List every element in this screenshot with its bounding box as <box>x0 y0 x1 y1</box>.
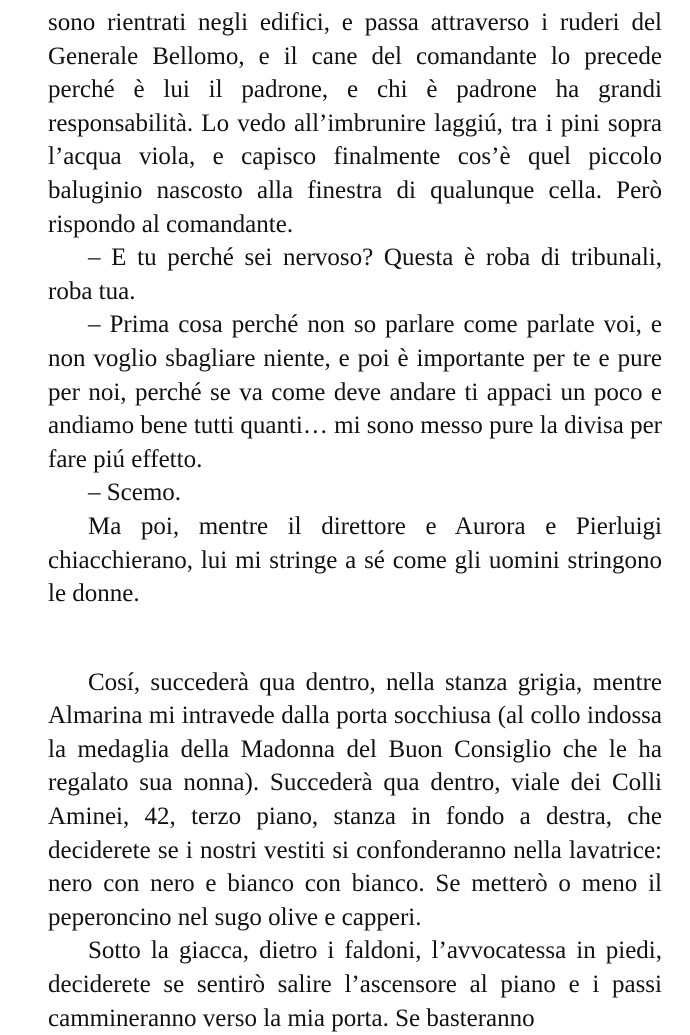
book-page <box>48 6 662 1035</box>
dialogue-line: – E tu perché sei nervoso? Questa è roba di tribunali, roba tua. <box>48 244 662 305</box>
section-break <box>48 611 662 666</box>
dialogue-line: – Scemo. <box>88 479 182 507</box>
paragraph: Ma poi, mentre il direttore e Aurora e Pierluigi chiacchierano, lui mi stringe a sé come gli uomini stringono le donne. <box>48 512 662 608</box>
dialogue-line: – Prima cosa perché non so parlare come parlate voi, e non voglio sbagliare niente, e poi è importante per te e pure per noi, perché se va come deve andare ti appaci un poco e andiamo bene tutti quanti… mi sono messo pure la divisa per fare piú effetto. <box>48 311 662 473</box>
paragraph: Sotto la giacca, dietro i faldoni, l’avvocatessa in piedi, deciderete se sentirò salire l’ascensore al piano e i passi cammineranno verso la mia porta. Se basteranno <box>48 937 662 1032</box>
paragraph-continuation: sono rientrati negli edifici, e passa attraverso i ruderi del Generale Bellomo, e il cane del comandante lo precede perché è lui il padrone, e chi è padrone ha grandi responsabilità. Lo vedo all’imbrunire laggiú, tra i pini sopra l’acqua viola, e capisco finalmente cos’è quel piccolo baluginio nascosto alla finestra di qualunque cella. Però rispondo al comandante. <box>48 9 662 238</box>
paragraph: Cosí, succederà qua dentro, nella stanza grigia, mentre Almarina mi intravede dalla porta socchiusa (al collo indossa la medaglia della Madonna del Buon Consiglio che le ha regalato sua nonna). Succederà qua dentro, viale dei Colli Aminei, 42, terzo piano, stanza in fondo a destra, che deciderete se i nostri vestiti si confonderanno nella lavatrice: nero con nero e bianco con bianco. Se metterò o meno il peperoncino nel sugo olive e capperi. <box>48 668 662 931</box>
